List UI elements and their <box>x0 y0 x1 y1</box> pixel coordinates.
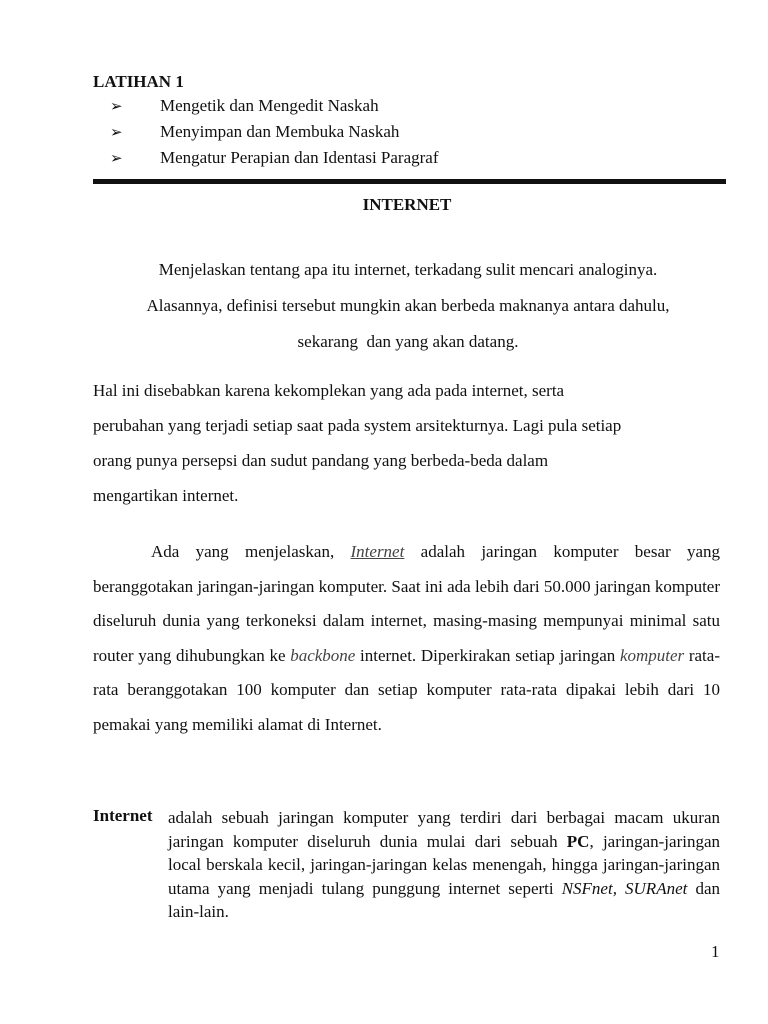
document-title: INTERNET <box>362 195 452 214</box>
backbone-term: backbone <box>290 645 356 665</box>
internet-link[interactable]: Internet <box>350 542 405 561</box>
objective-text: Menyimpan dan Membuka Naskah <box>160 122 400 141</box>
paragraph-text: rata-rata beranggotakan 100 komputer dan setiap komputer rata-rata dipakai lebih dari 10 pemakai yang memiliki alamat di Internet. <box>93 645 720 734</box>
objective-list <box>110 95 439 173</box>
network-paragraph <box>93 535 720 743</box>
paragraph-text: adalah jaringan komputer besar yang beranggotakan jaringan-jaringan komputer. Saat ini ada lebih dari 50.000 jaringan komputer diseluruh dunia yang terkoneksi dalam internet, masing-masing mempunyai minimal satu router yang dihubungkan ke <box>93 542 721 665</box>
intro-paragraph <box>93 252 723 360</box>
pc-term: PC <box>566 831 590 851</box>
paragraph-line: Hal ini disebabkan karena kekomplekan yang ada pada internet, serta <box>93 381 565 400</box>
komputer-term: komputer <box>619 645 685 665</box>
paragraph-text: Ada yang menjelaskan, <box>151 542 351 561</box>
definition-text: , jaringan-jaringan local berskala kecil, jaringan-jaringan kelas menengah, hingga jaringan-jaringan utama yang menjadi tulang punggung internet seperti <box>168 831 729 898</box>
definition-text: adalah sebuah jaringan komputer yang terdiri dari berbagai macam ukuran jaringan komputer diseluruh dunia mulai dari sebuah <box>168 808 720 851</box>
definition-body <box>168 806 729 924</box>
objective-item <box>110 121 439 147</box>
page-number: 1 <box>711 942 720 961</box>
paragraph-line: perubahan yang terjadi setiap saat pada system arsitekturnya. Lagi pula setiap <box>93 416 622 435</box>
explanation-paragraph <box>93 373 733 513</box>
exercise-heading: LATIHAN 1 <box>93 72 184 91</box>
intro-line: Alasannya, definisi tersebut mungkin akan berbeda maknanya antara dahulu, <box>146 296 670 315</box>
arrow-bullet-icon: ➢ <box>110 125 123 141</box>
arrow-bullet-icon: ➢ <box>110 151 123 167</box>
paragraph-text: internet. Diperkirakan setiap jaringan <box>355 645 620 665</box>
intro-line: sekarang dan yang akan datang. <box>297 332 519 351</box>
horizontal-divider <box>93 179 726 184</box>
network-names: NSFnet, SURAnet <box>561 878 688 898</box>
objective-text: Mengatur Perapian dan Identasi Paragraf <box>160 148 439 167</box>
objective-text: Mengetik dan Mengedit Naskah <box>160 96 379 115</box>
arrow-bullet-icon: ➢ <box>110 99 123 115</box>
internet-definition <box>93 806 729 924</box>
definition-text: dan lain-lain. <box>168 878 720 922</box>
definition-term: Internet <box>93 806 153 825</box>
objective-item <box>110 147 439 173</box>
paragraph-line: mengartikan internet. <box>93 486 239 505</box>
paragraph-line: orang punya persepsi dan sudut pandang yang berbeda-beda dalam <box>93 451 549 470</box>
intro-line: Menjelaskan tentang apa itu internet, terkadang sulit mencari analoginya. <box>158 260 658 279</box>
objective-item <box>110 95 439 121</box>
